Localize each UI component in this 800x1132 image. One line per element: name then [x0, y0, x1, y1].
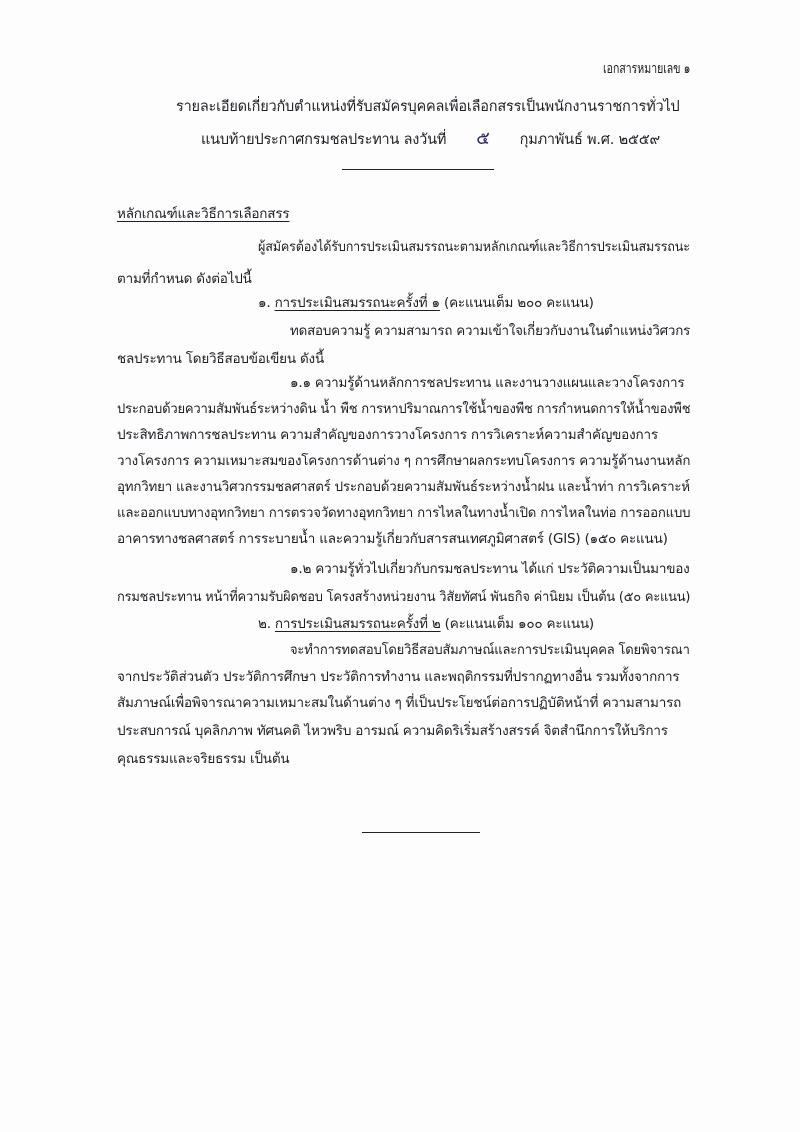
assessment-2-line: จากประวัติส่วนตัว ประวัติการศึกษา ประวัติการทำงาน และพฤติกรรมที่ปรากฏทางอื่น รวมทั้งจากการ: [117, 669, 680, 685]
item-1-1-line: วางโครงการ ความเหมาะสมของโครงการด้านต่าง ๆ การศึกษาผลกระทบโครงการ ความรู้ด้านงานหลัก: [117, 453, 691, 469]
assessment-1-number: ๑.: [258, 295, 271, 311]
assessment-1-description: ชลประทาน โดยวิธีสอบข้อเขียน ดังนี้: [117, 351, 324, 367]
item-1-1-line: ๑.๑ ความรู้ด้านหลักการชลประทาน และงานวางแผนและวางโครงการ: [290, 375, 685, 391]
item-1-1-line: และออกแบบทางอุทกวิทยา การตรวจวัดทางอุทกวิทยา การไหลในทางน้ำเปิด การไหลในท่อ การออกแบบ: [117, 505, 691, 521]
assessment-2-line: สัมภาษณ์เพื่อพิจารณาความเหมาะสมในด้านต่าง ๆ ที่เป็นประโยชน์ต่อการปฏิบัติหน้าที่ ความสามารถ: [117, 695, 682, 711]
assessment-1-title: การประเมินสมรรถนะครั้งที่ ๑: [274, 295, 440, 311]
intro-line: ผู้สมัครต้องได้รับการประเมินสมรรถนะตามหลักเกณฑ์และวิธีการประเมินสมรรถนะ: [258, 239, 690, 255]
assessment-2-number: ๒.: [258, 616, 271, 632]
document-number: เอกสารหมายเลข ๑: [603, 61, 691, 77]
assessment-2-title: การประเมินสมรรถนะครั้งที่ ๒: [274, 616, 441, 632]
assessment-2-score: (คะแนนเต็ม ๑๐๐ คะแนน): [444, 616, 594, 632]
assessment-1-score: (คะแนนเต็ม ๒๐๐ คะแนน): [444, 295, 594, 311]
title-prefix: แนบท้ายประกาศกรมชลประทาน ลงวันที่: [201, 132, 447, 148]
section-heading: หลักเกณฑ์และวิธีการเลือกสรร: [117, 206, 290, 222]
item-1-2-line: ๑.๒ ความรู้ทั่วไปเกี่ยวกับกรมชลประทาน ได้แก่ ประวัติความเป็นมาของ: [290, 561, 690, 577]
assessment-2-line: ประสบการณ์ บุคลิกภาพ ทัศนคติ ไหวพริบ อารมณ์ ความคิดริเริ่มสร้างสรรค์ จิตสำนึกการให้บริการ: [117, 723, 668, 739]
assessment-1-heading: [258, 294, 594, 312]
item-1-1-line: ประสิทธิภาพการชลประทาน ความสำคัญของการวางโครงการ การวิเคราะห์ความสำคัญของการ: [117, 427, 658, 443]
assessment-1-description: ทดสอบความรู้ ความสามารถ ความเข้าใจเกี่ยวกับงานในตำแหน่งวิศวกร: [290, 323, 691, 339]
item-1-2-line: กรมชลประทาน หน้าที่ความรับผิดชอบ โครงสร้างหน่วยงาน วิสัยทัศน์ พันธกิจ ค่านิยม เป็นต้น (๕๐ คะแนน): [117, 589, 691, 605]
assessment-2-line: คุณธรรมและจริยธรรม เป็นต้น: [117, 751, 290, 767]
divider-top: [342, 169, 494, 170]
handwritten-date-day: ๕: [476, 128, 490, 149]
intro-line: ตามที่กำหนด ดังต่อไปนี้: [117, 271, 252, 287]
item-1-1-line: ประกอบด้วยความสัมพันธ์ระหว่างดิน น้ำ พืช การหาปริมาณการใช้น้ำของพืช การกำหนดการให้น้ำของพืช: [117, 401, 691, 417]
assessment-2-heading: [258, 615, 594, 633]
item-1-1-line: อาคารทางชลศาสตร์ การระบายน้ำ และความรู้เกี่ยวกับสารสนเทศภูมิศาสตร์ (GIS) (๑๕๐ คะแนน): [117, 531, 668, 547]
assessment-2-line: จะทำการทดสอบโดยวิธีสอบสัมภาษณ์และการประเมินบุคคล โดยพิจารณา: [290, 642, 690, 658]
title-suffix: กุมภาพันธ์ พ.ศ. ๒๕๕๙: [519, 132, 660, 148]
document-title-line-1: รายละเอียดเกี่ยวกับตำแหน่งที่รับสมัครบุคคลเพื่อเลือกสรรเป็นพนักงานราชการทั่วไป: [176, 99, 680, 115]
document-title-line-2: [201, 130, 660, 149]
divider-bottom: [362, 832, 480, 833]
item-1-1-line: อุทกวิทยา และงานวิศวกรรมชลศาสตร์ ประกอบด้วยความสัมพันธ์ระหว่างน้ำฝน และน้ำท่า การวิเคราะห์: [117, 479, 690, 495]
